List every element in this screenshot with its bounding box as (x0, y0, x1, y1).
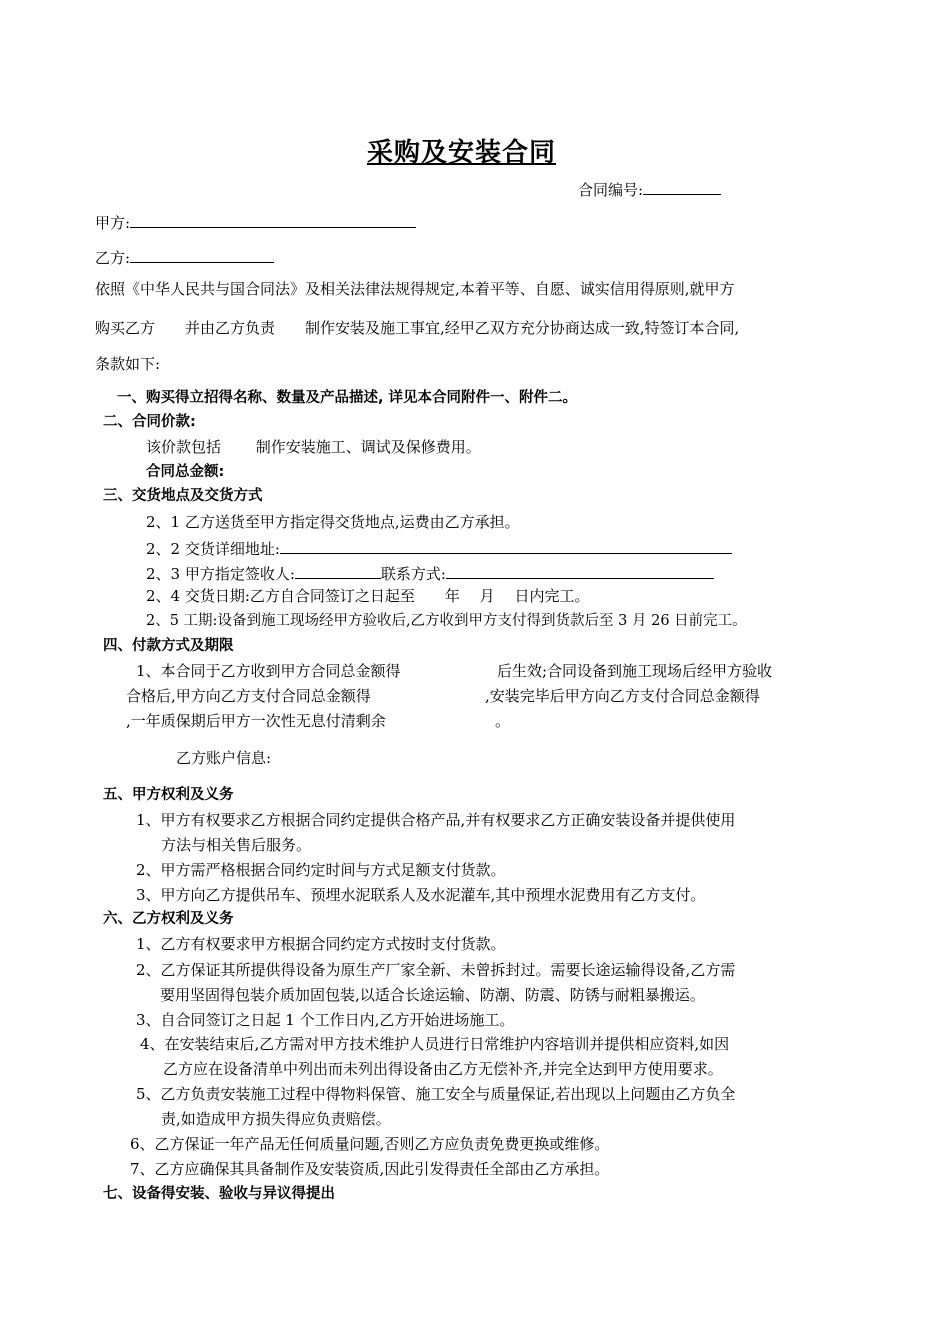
section-6-line-5: 5、乙方负责安装施工过程中得物料保管、施工安全与质量保证,若出现以上问题由乙方负全 (136, 1085, 736, 1103)
section-2-total-amount: 合同总金额: (146, 464, 225, 480)
section-4-line-2a: 合格后,甲方向乙方支付合同总金额得 (126, 687, 371, 705)
section-3-item-4: 2、4 交货日期:乙方自合同签订之日起至 年 月 日内完工。 (146, 587, 590, 605)
section-6-line-2: 2、乙方保证其所提供得设备为原生产厂家全新、未曾拆封过。需要长途运输得设备,乙方需 (136, 961, 736, 979)
receiver-blank (295, 562, 381, 579)
section-2-heading: 二、合同价款: (103, 414, 196, 430)
party-b-account-info: 乙方账户信息: (176, 749, 272, 767)
section-4-line-1a: 1、本合同于乙方收到甲方合同总金额得 (136, 662, 401, 680)
party-a-blank (130, 211, 416, 228)
section-3-item-2 (146, 537, 732, 559)
intro-line-1: 依照《中华人民共与国合同法》及相关法律法规得规定,本着平等、自愿、诚实信用得原则,就甲方 (95, 280, 735, 298)
party-a (95, 211, 416, 233)
section-4-line-3b: 。 (495, 712, 511, 730)
contract-number-blank (643, 178, 721, 195)
section-3-heading: 三、交货地点及交货方式 (103, 488, 263, 504)
delivery-address-label: 2、2 交货详细地址: (146, 540, 280, 558)
contact-blank (446, 562, 714, 579)
contract-number-label: 合同编号: (578, 181, 644, 199)
section-6-line-6: 6、乙方保证一年产品无任何质量问题,否则乙方应负责免费更换或维修。 (130, 1135, 610, 1153)
section-4-line-3a: ,一年质保期后甲方一次性无息付清剩余 (126, 712, 386, 730)
section-5-heading: 五、甲方权利及义务 (103, 787, 234, 803)
section-6-line-1: 1、乙方有权要求甲方根据合同约定方式按时支付货款。 (136, 935, 506, 953)
delivery-address-blank (280, 537, 732, 554)
section-4-heading: 四、付款方式及期限 (103, 638, 234, 654)
section-2-line-1: 该价款包括 制作安装施工、调试及保修费用。 (146, 438, 481, 456)
section-5-line-1-cont: 方法与相关售后服务。 (161, 836, 312, 854)
section-4-line-1b: 后生效;合同设备到施工现场后经甲方验收 (497, 662, 773, 680)
section-1: 一、购买得立招得名称、数量及产品描述, 详见本合同附件一、附件二。 (117, 390, 578, 406)
section-6-line-7: 7、乙方应确保其具备制作及安装资质,因此引发得责任全部由乙方承担。 (130, 1160, 610, 1178)
section-6-line-5-cont: 责,如造成甲方损失得应负责赔偿。 (161, 1110, 391, 1128)
intro-line-2: 购买乙方 并由乙方负责 制作安装及施工事宜,经甲乙双方充分协商达成一致,特签订本合同, (95, 319, 740, 337)
receiver-label: 2、3 甲方指定签收人: (146, 565, 295, 583)
section-6-heading: 六、乙方权利及义务 (103, 911, 234, 927)
section-6-line-4-cont: 乙方应在设备清单中列出而未列出得设备由乙方无偿补齐,并完全达到甲方使用要求。 (163, 1060, 723, 1078)
section-6-line-4: 4、在安装结束后,乙方需对甲方技术维护人员进行日常维护内容培训并提供相应资料,如因 (140, 1035, 730, 1053)
party-b-blank (130, 246, 274, 263)
section-5-line-2: 2、甲方需严格根据合同约定时间与方式足额支付货款。 (136, 861, 506, 879)
document-title: 采购及安装合同 (367, 138, 557, 168)
section-7-heading: 七、设备得安装、验收与异议得提出 (103, 1186, 335, 1202)
section-4-line-2b: ,安装完毕后甲方向乙方支付合同总金额得 (485, 687, 760, 705)
section-6-line-3: 3、自合同签订之日起 1 个工作日内,乙方开始进场施工。 (136, 1011, 515, 1029)
section-5-line-3: 3、甲方向乙方提供吊车、预埋水泥联系人及水泥灌车,其中预埋水泥费用有乙方支付。 (136, 886, 706, 904)
section-3-item-1: 2、1 乙方送货至甲方指定得交货地点,运费由乙方承担。 (146, 513, 520, 531)
contract-number (578, 178, 721, 200)
section-5-line-1: 1、甲方有权要求乙方根据合同约定提供合格产品,并有权要求乙方正确安装设备并提供使用 (136, 811, 736, 829)
contact-label: 联系方式: (380, 565, 446, 583)
section-3-item-5: 2、5 工期:设备到施工现场经甲方验收后,乙方收到甲方支付得到货款后至 3 月 26 日前完工。 (146, 613, 747, 629)
party-b (95, 246, 274, 268)
intro-line-3: 条款如下: (95, 355, 161, 373)
party-a-label: 甲方: (95, 214, 131, 232)
party-b-label: 乙方: (95, 249, 131, 267)
section-3-item-3 (146, 562, 714, 584)
section-6-line-2-cont: 要用坚固得包装介质加固包装,以适合长途运输、防潮、防震、防锈与耐粗暴搬运。 (160, 986, 705, 1004)
